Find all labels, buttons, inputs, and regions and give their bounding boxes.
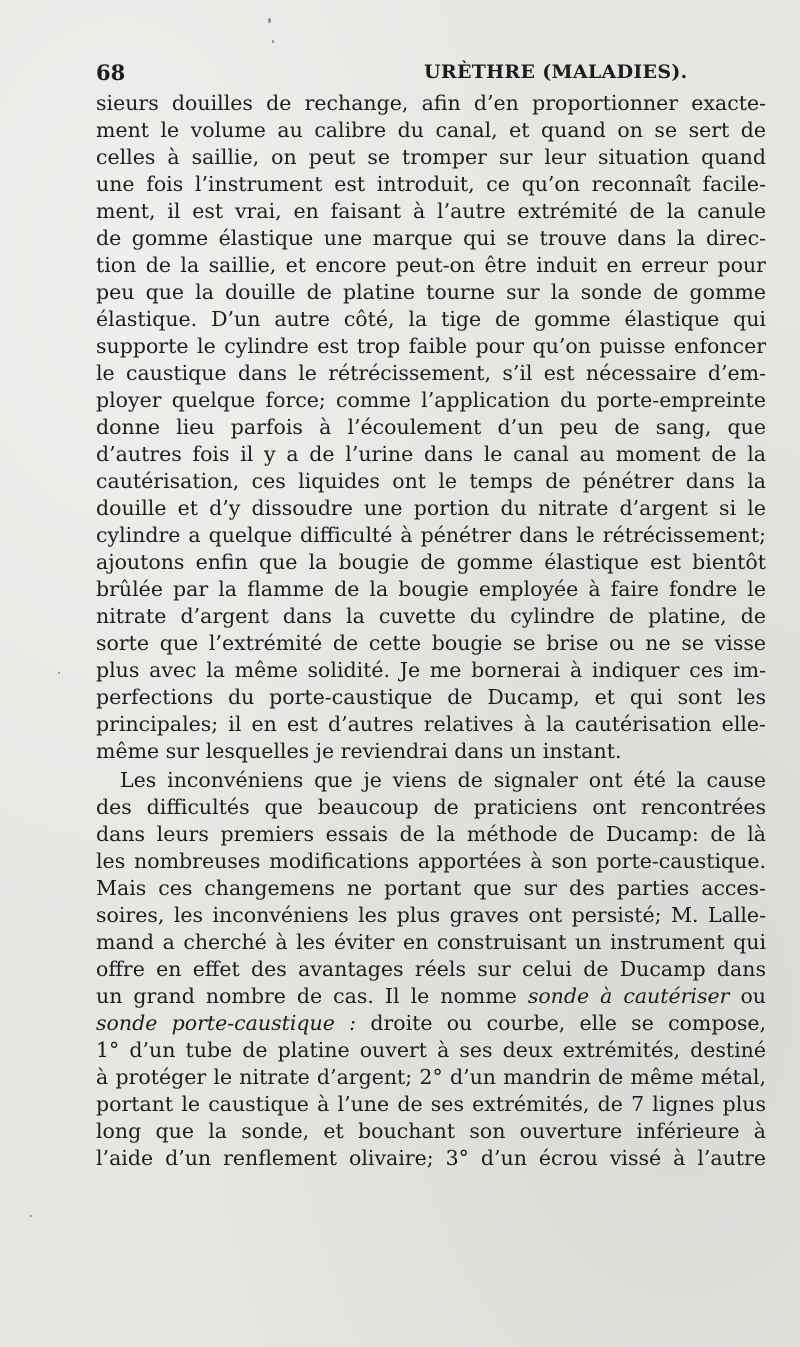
text-line: dans leurs premiers essais de la méthode de Ducamp: de là	[96, 822, 766, 846]
text-line: des difficultés que beaucoup de praticiens ont rencontrées	[96, 795, 766, 819]
text-line: d’autres fois il y a de l’urine dans le canal au moment de la	[96, 442, 766, 466]
text-line: Mais ces changemens ne portant que sur des parties acces-	[96, 876, 766, 900]
text-line: portant le caustique à l’une de ses extrémités, de 7 lignes plus	[96, 1092, 766, 1116]
text-line: le caustique dans le rétrécissement, s’il est nécessaire d’em-	[96, 361, 766, 385]
text-line: long que la sonde, et bouchant son ouverture inférieure à	[96, 1119, 766, 1143]
text-line: offre en effet des avantages réels sur celui de Ducamp dans	[96, 957, 766, 981]
italic-term: sonde à cautériser	[527, 984, 730, 1008]
body-text	[96, 90, 766, 1172]
text-line: brûlée par la flamme de la bougie employée à faire fondre le	[96, 577, 766, 601]
text-run: un grand nombre de cas. Il le nomme	[96, 984, 528, 1008]
text-line: cautérisation, ces liquides ont le temps de pénétrer dans la	[96, 469, 766, 493]
text-line: les nombreuses modifications apportées à son porte-caustique.	[96, 849, 766, 873]
text-line: ment le volume au calibre du canal, et quand on se sert de	[96, 118, 766, 142]
text-line: celles à saillie, on peut se tromper sur leur situation quand	[96, 145, 766, 169]
text-line: sorte que l’extrémité de cette bougie se brise ou ne se visse	[96, 631, 766, 655]
text-line: perfections du porte-caustique de Ducamp, et qui sont les	[96, 685, 766, 709]
page-header	[96, 60, 764, 88]
text-line: l’aide d’un renflement olivaire; 3° d’un écrou vissé à l’autre	[96, 1146, 766, 1170]
page-number: 68	[96, 60, 126, 85]
text-line: élastique. D’un autre côté, la tige de gomme élastique qui	[96, 307, 766, 331]
text-line: 1° d’un tube de platine ouvert à ses deux extrémités, destiné	[96, 1038, 766, 1062]
italic-term: sonde porte-caustique :	[96, 1011, 357, 1035]
text-line: peu que la douille de platine tourne sur la sonde de gomme	[96, 280, 766, 304]
paper-speck	[58, 672, 60, 674]
paper-speck	[272, 40, 274, 43]
text-line: même sur lesquelles je reviendrai dans un instant.	[96, 739, 622, 763]
text-line: ajoutons enfin que la bougie de gomme élastique est bientôt	[96, 550, 766, 574]
text-line: principales; il en est d’autres relatives à la cautérisation elle-	[96, 712, 766, 736]
text-run: droite ou courbe, elle se compose,	[356, 1011, 766, 1035]
text-line: ployer quelque force; comme l’application du porte-empreinte	[96, 388, 766, 412]
text-line: supporte le cylindre est trop faible pour qu’on puisse enfoncer	[96, 334, 766, 358]
text-line	[96, 983, 766, 1010]
text-line: douille et d’y dissoudre une portion du nitrate d’argent si le	[96, 496, 766, 520]
text-line: nitrate d’argent dans la cuvette du cylindre de platine, de	[96, 604, 766, 628]
text-line: soires, les inconvéniens les plus graves ont persisté; M. Lalle-	[96, 903, 766, 927]
text-line: donne lieu parfois à l’écoulement d’un peu de sang, que	[96, 415, 766, 439]
text-line: ment, il est vrai, en faisant à l’autre extrémité de la canule	[96, 199, 766, 223]
text-line: de gomme élastique une marque qui se trouve dans la direc-	[96, 226, 766, 250]
paper-speck	[30, 1215, 32, 1217]
text-line: mand a cherché à les éviter en construisant un instrument qui	[96, 930, 766, 954]
paper-speck	[268, 18, 271, 23]
running-head: URÈTHRE (MALADIES).	[424, 61, 688, 83]
text-line: Les inconvéniens que je viens de signaler ont été la cause	[120, 768, 766, 792]
text-line	[96, 1010, 766, 1037]
text-line: tion de la saillie, et encore peut-on être induit en erreur pour	[96, 253, 766, 277]
text-line: à protéger le nitrate d’argent; 2° d’un mandrin de même métal,	[96, 1065, 766, 1089]
text-line: plus avec la même solidité. Je me bornerai à indiquer ces im-	[96, 658, 766, 682]
text-line: sieurs douilles de rechange, afin d’en proportionner exacte-	[96, 91, 766, 115]
text-line: une fois l’instrument est introduit, ce qu’on reconnaît facile-	[96, 172, 766, 196]
text-line: cylindre a quelque difficulté à pénétrer dans le rétrécissement;	[96, 523, 766, 547]
text-run: ou	[729, 984, 766, 1008]
